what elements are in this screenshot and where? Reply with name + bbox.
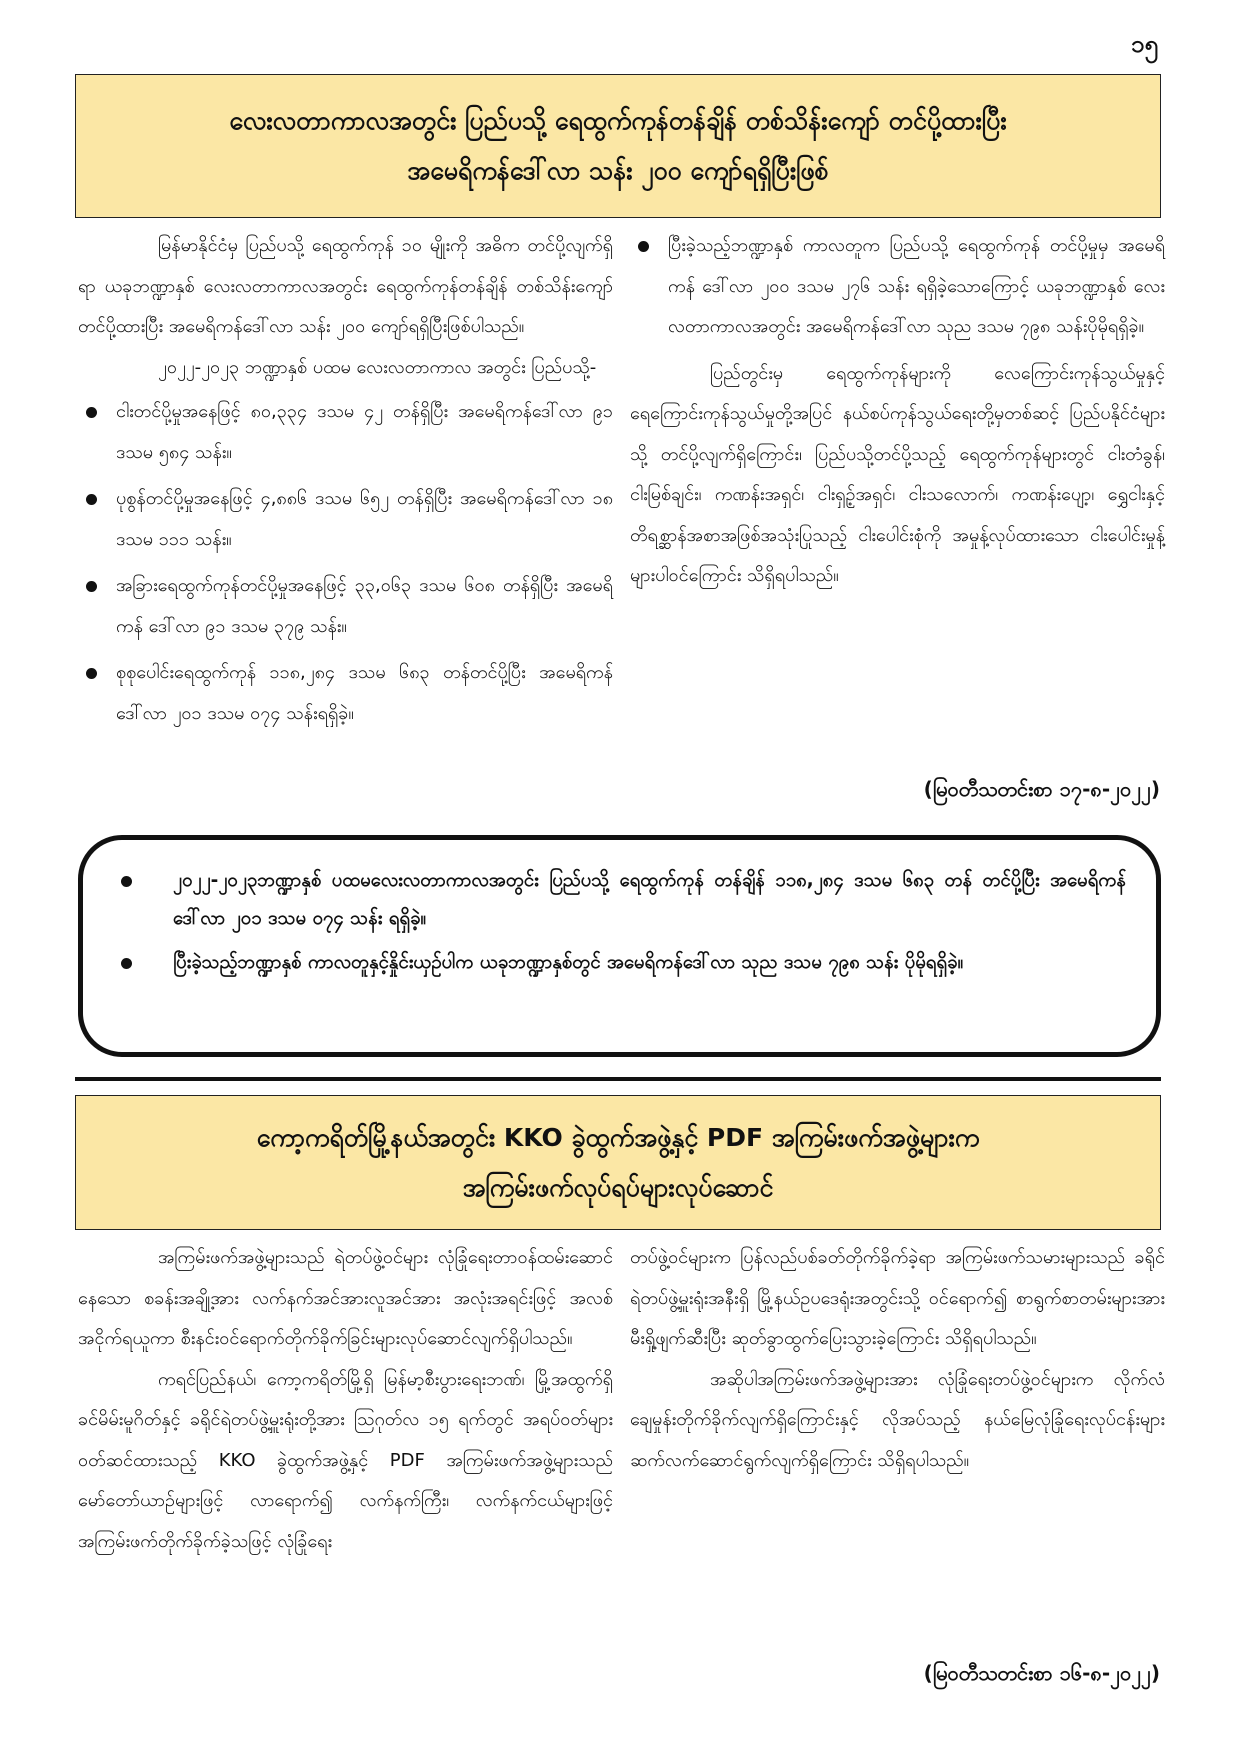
- article-1-title-line-1: လေးလတာကာလအတွင်း ပြည်ပသို့ ရေထွက်ကုန်တန်ချိန် တစ်သိန်းကျော် တင်ပို့ထားပြီး: [229, 106, 1007, 135]
- article-2-title-line-2: အကြမ်းဖက်လုပ်ရပ်များလုပ်ဆောင်: [462, 1172, 774, 1202]
- bullet-item: ငါးတင်ပို့မှုအနေဖြင့် ၈၀,၃၃၄ ဒသမ ၄၂ တန်ရှိပြီး အမေရိကန်ဒေါ်လာ ၉၁ ဒသမ ၅၈၄ သန်း။: [78, 392, 613, 473]
- article-2-right-column: [630, 1238, 1165, 1481]
- section-divider: [75, 1077, 1161, 1081]
- article-2-left-column: [78, 1238, 613, 1562]
- article-2-title-line-1: ကော့ကရိတ်မြို့နယ်အတွင်း KKO ခွဲထွက်အဖွဲ့နှင့် PDF အကြမ်းဖက်အဖွဲ့များက: [256, 1122, 980, 1152]
- article-2-title-box: [75, 1095, 1161, 1230]
- article-2-source: (မြဝတီသတင်းစာ ၁၆-၈-၂၀၂၂): [923, 1661, 1160, 1685]
- article-2-paragraph: အဆိုပါအကြမ်းဖက်အဖွဲ့များအား လုံခြုံရေးတပ်ဖွဲ့ဝင်များက လိုက်လံချေမှုန်းတိုက်ခိုက်လျက်ရှိကြောင်းနှင့် လိုအပ်သည့် နယ်မြေလုံခြုံရေးလုပ်ငန်းများ ဆက်လက်ဆောင်ရွက်လျက်ရှိကြောင်း သိရှိရပါသည်။: [630, 1368, 1165, 1471]
- article-2-paragraph: အကြမ်းဖက်အဖွဲ့များသည် ရဲတပ်ဖွဲ့ဝင်များ လုံခြုံရေးတာဝန်ထမ်းဆောင်နေသော စခန်းအချို့အား လက်နက်အင်အားလူအင်အား အလုံးအရင်းဖြင့် အလစ်အငိုက်ရယူကာ စီးနင်းဝင်ရောက်တိုက်ခိုက်ခြင်းများလုပ်ဆောင်လျက်ရှိပါသည်။: [78, 1247, 613, 1349]
- article-1-title-box: [75, 74, 1161, 218]
- article-1-right-bullet-list: [630, 226, 1165, 348]
- bullet-item: ပြီးခဲ့သည့်ဘဏ္ဍာနှစ် ကာလတူက ပြည်ပသို့ ရေထွက်ကုန် တင်ပို့မှုမှ အမေရိကန် ဒေါ်လာ ၂၀၀ ဒသမ ၂၇၆ သန်း ရရှိခဲ့သောကြောင့် ယခုဘဏ္ဍာနှစ် လေးလတာကာလအတွင်း အမေရိကန်ဒေါ်လာ သုည ဒသမ ၇၉၈ သန်းပိုမိုရရှိခဲ့။: [630, 226, 1165, 348]
- summary-item: ၂၀၂၂-၂၀၂၃ဘဏ္ဍာနှစ် ပထမလေးလတာကာလအတွင်း ပြည်ပသို့ ရေထွက်ကုန် တန်ချိန် ၁၁၈,၂၈၄ ဒသမ ၆၈၃ တန် တင်ပို့ပြီး အမေရိကန်ဒေါ်လာ ၂၀၁ ဒသမ ၀၇၄ သန်း ရရှိခဲ့။: [113, 862, 1126, 938]
- page-number: ၁၅: [1131, 30, 1158, 58]
- summary-box: [78, 835, 1161, 1057]
- article-2-paragraph: တပ်ဖွဲ့ဝင်များက ပြန်လည်ပစ်ခတ်တိုက်ခိုက်ခဲ့ရာ အကြမ်းဖက်သမားများသည် ခရိုင်ရဲတပ်ဖွဲ့မှူးရုံးအနီးရှိ မြို့နယ်ဥပဒေရုံးအတွင်းသို့ ဝင်ရောက်၍ စာရွက်စာတမ်းများအား မီးရှို့ဖျက်ဆီးပြီး ဆုတ်ခွာထွက်ပြေးသွားခဲ့ကြောင်း သိရှိရပါသည်။: [630, 1247, 1165, 1349]
- bullet-item: အခြားရေထွက်ကုန်တင်ပို့မှုအနေဖြင့် ၃၃,၀၆၃ ဒသမ ၆၀၈ တန်ရှိပြီး အမေရိကန် ဒေါ်လာ ၉၁ ဒသမ ၃၇၉ သန်း။: [78, 566, 613, 647]
- article-1-right-column: [630, 226, 1165, 597]
- article-2-paragraph: ကရင်ပြည်နယ်၊ ကော့ကရိတ်မြို့ရှိ မြန်မာ့စီးပွားရေးဘဏ်၊ မြို့အထွက်ရှိ ခင်မိမ်းမူဂိတ်နှင့် ခရိုင်ရဲတပ်ဖွဲ့မှူးရုံးတို့အား သြဂုတ်လ ၁၅ ရက်တွင် အရပ်ဝတ်များ ဝတ်ဆင်ထားသည့် KKO ခွဲထွက်အဖွဲ့နှင့် PDF အကြမ်းဖက်အဖွဲ့များသည် မော်တော်ယာဉ်များဖြင့် လာရောက်၍ လက်နက်ကြီး၊ လက်နက်ငယ်များဖြင့် အကြမ်းဖက်တိုက်ခိုက်ခဲ့သဖြင့် လုံခြုံရေး: [78, 1368, 613, 1552]
- article-1-left-column: [78, 226, 613, 740]
- article-1-source: (မြဝတီသတင်းစာ ၁၇-၈-၂၀၂၂): [923, 777, 1160, 801]
- summary-item: ပြီးခဲ့သည့်ဘဏ္ဍာနှစ် ကာလတူနှင့်နှိုင်းယှဉ်ပါက ယခုဘဏ္ဍာနှစ်တွင် အမေရိကန်ဒေါ်လာ သုည ဒသမ ၇၉၈ သန်း ပိုမိုရရှိခဲ့။: [113, 944, 1126, 982]
- bullet-item: စုစုပေါင်းရေထွက်ကုန် ၁၁၈,၂၈၄ ဒသမ ၆၈၃ တန်တင်ပို့ပြီး အမေရိကန်ဒေါ်လာ ၂၀၁ ဒသမ ၀၇၄ သန်းရရှိခဲ့။: [78, 653, 613, 734]
- article-1-bullet-list: [78, 392, 613, 734]
- bullet-item: ပုစွန်တင်ပို့မှုအနေဖြင့် ၄,၈၈၆ ဒသမ ၆၅၂ တန်ရှိပြီး အမေရိကန်ဒေါ်လာ ၁၈ ဒသမ ၁၁၁ သန်း။: [78, 479, 613, 560]
- article-1-paragraph: မြန်မာနိုင်ငံမှ ပြည်ပသို့ ရေထွက်ကုန် ၁၀ မျိုးကို အဓိက တင်ပို့လျက်ရှိရာ ယခုဘဏ္ဍာနှစ် လေးလတာကာလအတွင်း ရေထွက်ကုန်တန်ချိန် တစ်သိန်းကျော်တင်ပို့ထားပြီး အမေရိကန်ဒေါ်လာ သန်း ၂၀၀ ကျော်ရရှိပြီးဖြစ်ပါသည်။: [78, 235, 613, 337]
- article-1-paragraph: ပြည်တွင်းမှ ရေထွက်ကုန်များကို လေကြောင်းကုန်သွယ်မှုနှင့် ရေကြောင်းကုန်သွယ်မှုတို့အပြင် နယ်စပ်ကုန်သွယ်ရေးတို့မှတစ်ဆင့် ပြည်ပနိုင်ငံများသို့ တင်ပို့လျက်ရှိကြောင်း၊ ပြည်ပသို့တင်ပို့သည့် ရေထွက်ကုန်များတွင် ငါးတံခွန်၊ ငါးမြစ်ချင်း၊ ကဏန်းအရှင်၊ ငါးရှဉ့်အရှင်၊ ငါးသလောက်၊ ကဏန်းပျော့၊ ရွှေငါးနှင့် တိရစ္ဆာန်အစာအဖြစ်အသုံးပြုသည့် ငါးပေါင်းစုံကို အမှုန့်လုပ်ထားသော ငါးပေါင်းမှုန့်များပါဝင်ကြောင်း သိရှိရပါသည်။: [630, 362, 1165, 586]
- article-1-paragraph: ၂၀၂၂-၂၀၂၃ ဘဏ္ဍာနှစ် ပထမ လေးလတာကာလ အတွင်း ပြည်ပသို့-: [158, 356, 597, 378]
- summary-list: [113, 862, 1126, 982]
- article-1-title-line-2: အမေရိကန်ဒေါ်လာ သန်း ၂၀၀ ကျော်ရရှိပြီးဖြစ်: [407, 156, 829, 185]
